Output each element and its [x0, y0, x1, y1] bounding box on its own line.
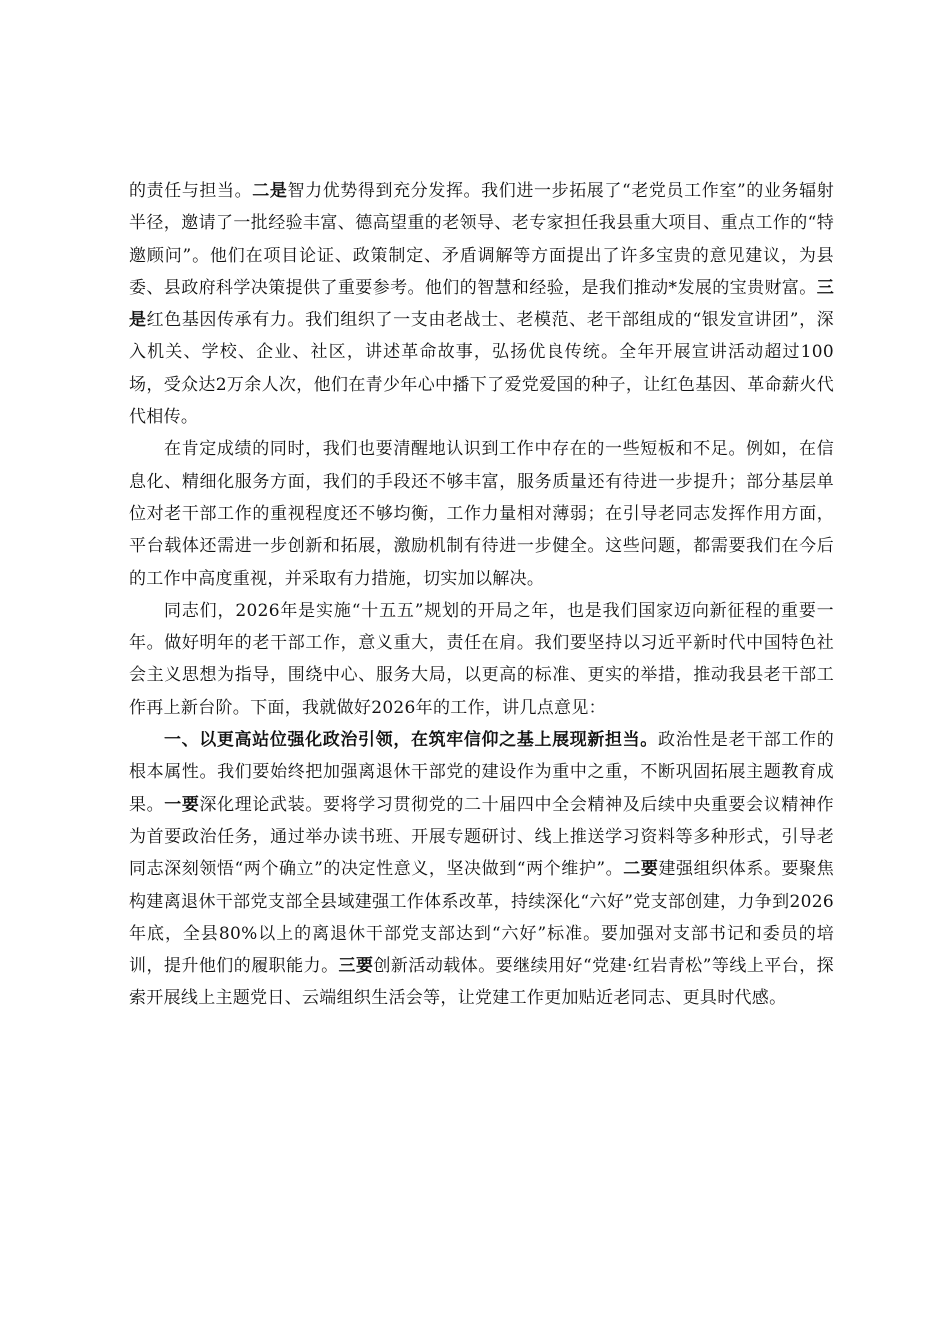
bold-text-run: 二要	[623, 859, 659, 880]
bold-text-run: 二是	[252, 181, 288, 201]
text-run: 在肯定成绩的同时，我们也要清醒地认识到工作中存在的一些短板和不足。例如，在信息化、精细化服务方面，我们的手段还不够丰富，服务质量还有待进一步提升；部分基层单位对老干部工作的重视程度还不够均衡，工作力量相对薄弱；在引导老同志发挥作用方面，平台载体还需进一步创新和拓展，激励机制有待进一步健全。这些问题，都需要我们在今后的工作中高度重视，并采取有力措施，切实加以解决。	[129, 439, 834, 589]
text-run: 红色基因传承有力。我们组织了一支由老战士、老模范、老干部组成的“银发宣讲团”，深入机关、学校、企业、社区，讲述革命故事，弘扬优良传统。全年开展宣讲活动超过100场，受众达2万余人次，他们在青少年心中播下了爱党爱国的种子，让红色基因、革命薪火代代相传。	[129, 310, 834, 428]
text-run: 政治性是老干部工作的根本属性。我们要始终把加强离退休干部党的建设作为重中之重，不断巩固拓展主题教育成果。	[129, 730, 835, 815]
text-run: 同志们，2026年是实施“十五五”规划的开局之年，也是我们国家迈向新征程的重要一年。做好明年的老干部工作，意义重大，责任在肩。我们要坚持以习近平新时代中国特色社会主义思想为指导，围绕中心、服务大局，以更高的标准、更实的举措，推动我县老干部工作再上新台阶。下面，我就做好2026年的工作，讲几点意见：	[129, 600, 834, 718]
text-run: 创新活动载体。要继续用好“党建·红岩青松”等线上平台，探索开展线上主题党日、云端组织生活会等，让党建工作更加贴近老同志、更具时代感。	[129, 956, 834, 1009]
paragraph	[129, 433, 834, 594]
bold-text-run: 三要	[338, 956, 374, 977]
paragraph	[129, 724, 834, 1015]
document-body	[129, 175, 834, 1015]
paragraph	[129, 595, 834, 724]
bold-text-run: 三是	[129, 277, 834, 331]
text-run: 的责任与担当。	[129, 181, 253, 201]
bold-text-run: 一、以更高站位强化政治引领，在筑牢信仰之基上展现新担当。	[164, 730, 658, 751]
bold-text-run: 一要	[164, 794, 200, 815]
text-run: 建强组织体系。要聚焦构建离退休干部党支部全县域建强工作体系改革，持续深化“六好”党支部创建，力争到2026年底，全县80%以上的离退休干部党支部达到“六好”标准。要加强对支部书记和委员的培训，提升他们的履职能力。	[129, 859, 835, 977]
text-run: 深化理论武装。要将学习贯彻党的二十届四中全会精神及后续中央重要会议精神作为首要政治任务，通过举办读书班、开展专题研讨、线上推送学习资料等多种形式，引导老同志深刻领悟“两个确立”的决定性意义，坚决做到“两个维护”。	[129, 794, 834, 880]
text-run: 智力优势得到充分发挥。我们进一步拓展了“老党员工作室”的业务辐射半径，邀请了一批经验丰富、德高望重的老领导、老专家担任我县重大项目、重点工作的“特邀顾问”。他们在项目论证、政策制定、矛盾调解等方面提出了许多宝贵的意见建议，为县委、县政府科学决策提供了重要参考。他们的智慧和经验，是我们推动*发展的宝贵财富。	[129, 181, 834, 298]
paragraph	[129, 175, 834, 433]
